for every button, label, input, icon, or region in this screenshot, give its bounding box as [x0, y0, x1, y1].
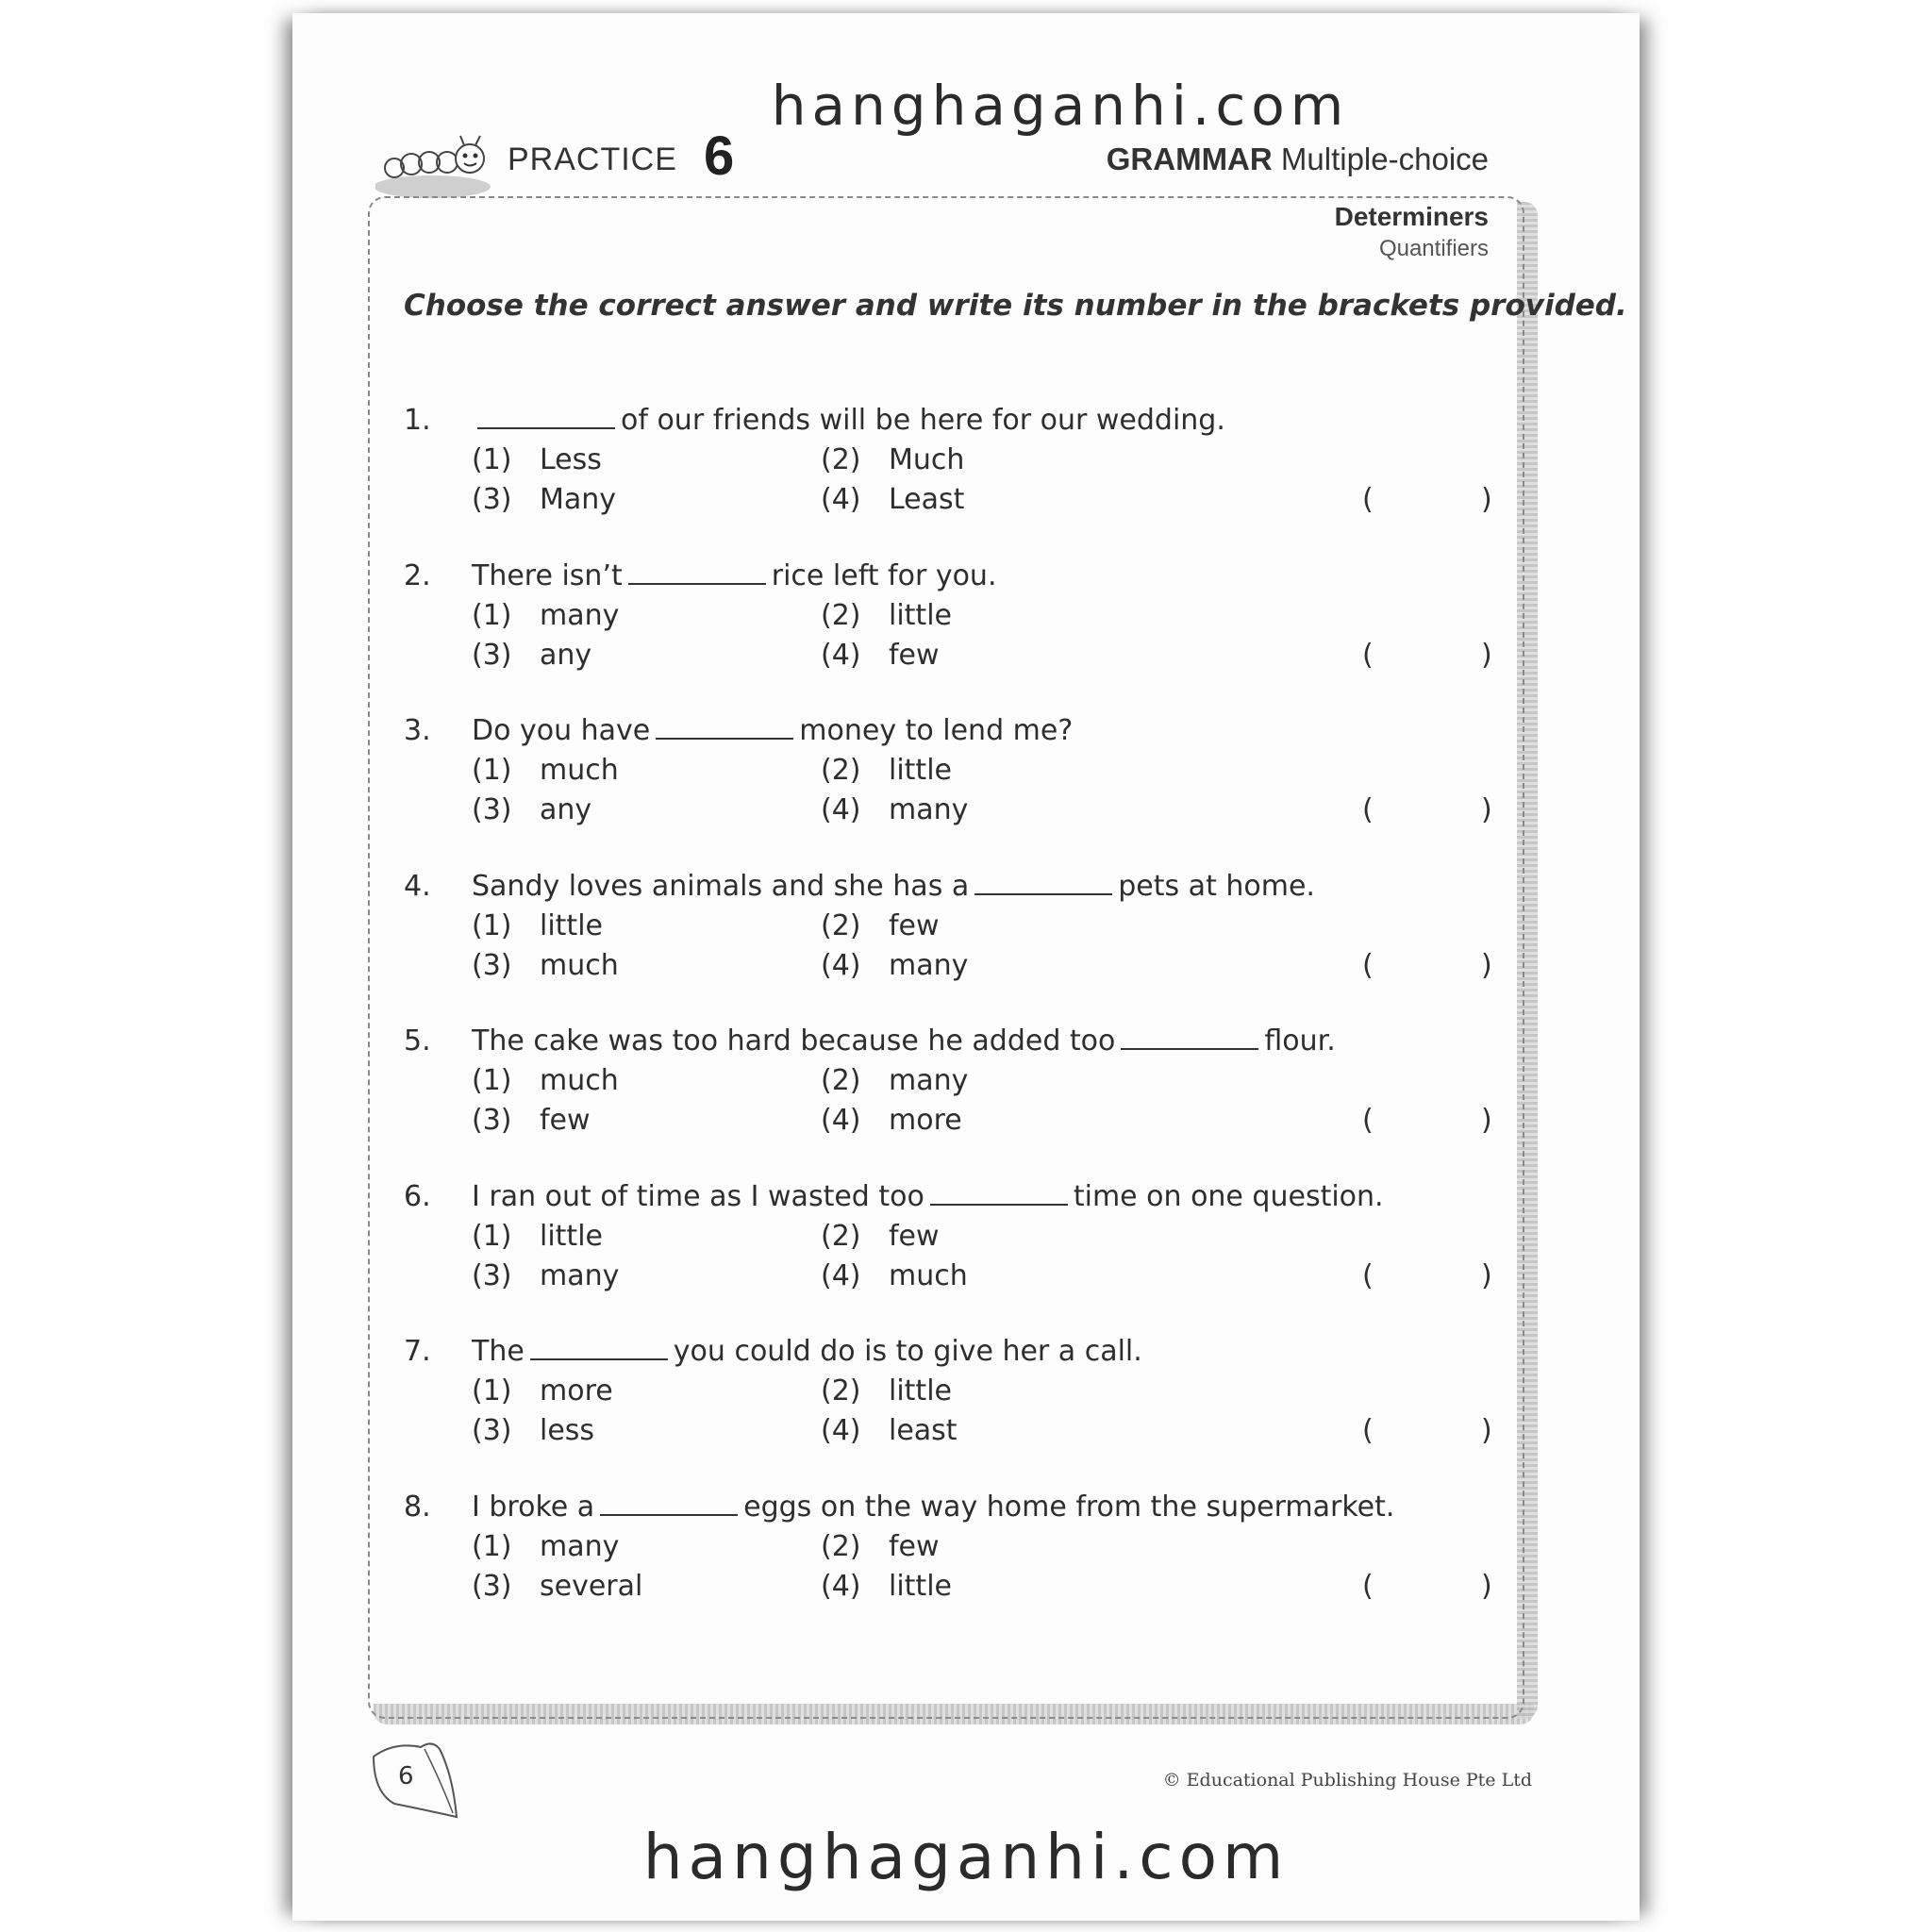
question-text-before: There isn’t	[472, 558, 623, 592]
answer-blank	[530, 1338, 668, 1360]
question-item	[404, 1180, 1498, 1336]
option-4: (4) few	[821, 638, 940, 672]
question-item	[404, 1024, 1498, 1180]
question-text-before: Sandy loves animals and she has a	[472, 869, 970, 903]
question-list	[404, 404, 1498, 1645]
question-text-after: time on one question.	[1073, 1179, 1384, 1213]
question-text	[472, 404, 1225, 437]
answer-bracket-open[interactable]: (	[1362, 1258, 1374, 1292]
answer-blank	[1121, 1027, 1258, 1050]
answer-bracket-open[interactable]: (	[1362, 638, 1374, 672]
section-title-rest: Multiple-choice	[1280, 142, 1489, 176]
question-text-after: of our friends will be here for our wedding.	[621, 404, 1225, 437]
answer-bracket-close: )	[1481, 1104, 1492, 1137]
question-text-before: The	[472, 1335, 525, 1368]
answer-bracket-close: )	[1481, 1414, 1492, 1447]
option-2: (2) little	[821, 1374, 952, 1407]
answer-bracket-close: )	[1481, 483, 1492, 516]
question-item	[404, 1491, 1498, 1646]
topic-main: Determiners	[1334, 202, 1489, 231]
question-item	[404, 870, 1498, 1025]
option-3: (3) few	[472, 1104, 591, 1137]
answer-blank	[656, 717, 793, 740]
question-text	[472, 1335, 1142, 1368]
answer-bracket-close: )	[1481, 1258, 1492, 1292]
question-text	[472, 559, 996, 592]
question-number: 6.	[404, 1179, 431, 1213]
question-item	[404, 559, 1498, 715]
watermark-top: hanghaganhi.com	[771, 74, 1350, 138]
question-number: 2.	[404, 558, 431, 592]
answer-bracket-open[interactable]: (	[1362, 793, 1374, 826]
option-4: (4) more	[821, 1104, 962, 1137]
option-1: (1) many	[472, 598, 620, 632]
question-text	[472, 714, 1073, 747]
answer-blank	[600, 1493, 738, 1516]
option-3: (3) less	[472, 1414, 595, 1447]
option-2: (2) many	[821, 1064, 969, 1097]
topic-sub: Quantifiers	[1378, 236, 1489, 261]
question-number: 8.	[404, 1490, 431, 1524]
question-text-before: I broke a	[472, 1490, 595, 1524]
answer-bracket-close: )	[1481, 638, 1492, 672]
answer-bracket-close: )	[1481, 948, 1492, 982]
question-text-after: you could do is to give her a call.	[673, 1335, 1142, 1368]
question-text	[472, 870, 1315, 903]
option-4: (4) many	[821, 948, 969, 982]
option-3: (3) any	[472, 638, 592, 672]
option-1: (1) more	[472, 1374, 613, 1407]
option-1: (1) Less	[472, 443, 602, 476]
question-text-after: flour.	[1264, 1024, 1336, 1058]
question-text-before: The cake was too hard because he added too	[472, 1024, 1116, 1058]
answer-bracket-open[interactable]: (	[1362, 1104, 1374, 1137]
option-1: (1) much	[472, 1064, 619, 1097]
answer-blank	[477, 407, 615, 429]
leaf-icon	[366, 1738, 470, 1823]
answer-bracket-close: )	[1481, 1569, 1492, 1603]
question-text-after: pets at home.	[1118, 869, 1315, 903]
answer-blank	[974, 873, 1112, 895]
watermark-bottom: hanghaganhi.com	[642, 1821, 1290, 1893]
question-number: 1.	[404, 404, 431, 437]
question-text-before: I ran out of time as I wasted too	[472, 1179, 924, 1213]
copyright-text: © Educational Publishing House Pte Ltd	[1162, 1770, 1532, 1790]
option-1: (1) many	[472, 1529, 620, 1563]
question-number: 5.	[404, 1024, 431, 1058]
option-4: (4) little	[821, 1569, 952, 1603]
answer-bracket-open[interactable]: (	[1362, 948, 1374, 982]
question-number: 7.	[404, 1335, 431, 1368]
question-text-after: money to lend me?	[799, 714, 1074, 747]
option-3: (3) Many	[472, 483, 617, 516]
question-text-before: Do you have	[472, 714, 651, 747]
topic-block	[1335, 202, 1489, 262]
section-title	[1107, 142, 1489, 177]
practice-label: PRACTICE	[508, 142, 677, 177]
option-2: (2) Much	[821, 443, 965, 476]
option-2: (2) few	[821, 1529, 940, 1563]
option-2: (2) few	[821, 1219, 940, 1253]
option-4: (4) Least	[821, 483, 965, 516]
option-3: (3) any	[472, 793, 592, 826]
instruction-text: Choose the correct answer and write its number in the brackets provided.	[404, 289, 1627, 323]
option-4: (4) much	[821, 1258, 968, 1292]
question-item	[404, 714, 1498, 870]
question-item	[404, 1335, 1498, 1491]
answer-bracket-open[interactable]: (	[1362, 1414, 1374, 1447]
option-1: (1) much	[472, 754, 619, 787]
answer-blank	[930, 1183, 1068, 1206]
practice-number: 6	[704, 125, 735, 187]
option-2: (2) little	[821, 754, 952, 787]
question-text	[472, 1491, 1394, 1524]
section-title-bold: GRAMMAR	[1106, 142, 1273, 176]
answer-bracket-open[interactable]: (	[1362, 483, 1374, 516]
option-3: (3) many	[472, 1258, 620, 1292]
option-2: (2) few	[821, 908, 940, 942]
question-number: 3.	[404, 714, 431, 747]
page-number: 6	[398, 1762, 414, 1790]
answer-blank	[628, 562, 766, 585]
answer-bracket-open[interactable]: (	[1362, 1569, 1374, 1603]
question-number: 4.	[404, 869, 431, 903]
question-text	[472, 1024, 1336, 1058]
option-4: (4) many	[821, 793, 969, 826]
question-text-after: rice left for you.	[771, 558, 997, 592]
question-text	[472, 1180, 1384, 1213]
option-4: (4) least	[821, 1414, 958, 1447]
option-1: (1) little	[472, 908, 603, 942]
option-3: (3) much	[472, 948, 619, 982]
question-text-after: eggs on the way home from the supermarket.	[743, 1490, 1395, 1524]
answer-bracket-close: )	[1481, 793, 1492, 826]
option-2: (2) little	[821, 598, 952, 632]
option-3: (3) several	[472, 1569, 643, 1603]
option-1: (1) little	[472, 1219, 603, 1253]
question-item	[404, 404, 1498, 559]
